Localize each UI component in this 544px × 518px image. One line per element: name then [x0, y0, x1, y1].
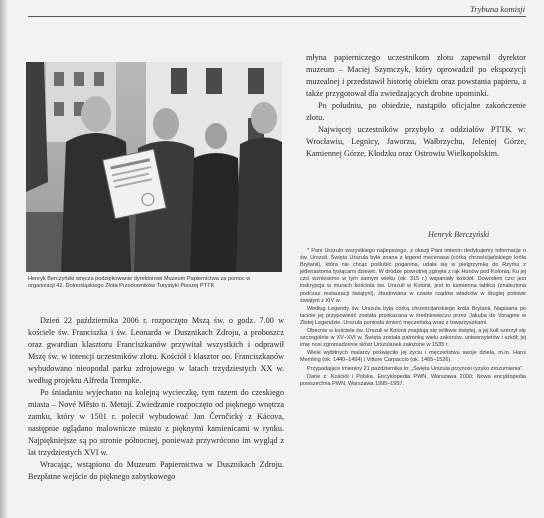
footnote	[300, 248, 526, 389]
right-column	[306, 52, 526, 160]
running-head: Trybuna komisji	[470, 4, 526, 14]
group-photo-icon	[26, 62, 282, 272]
header-rule	[28, 16, 526, 17]
paragraph: Najwięcej uczestników przybyło z oddziałów PTTK w: Wrocławiu, Legnicy, Jaworzu, Wałbrzychu, Jeleniej Górze, Kamiennej Górze, Kłodzku oraz Ostrowiu Wielkopolskim.	[306, 125, 526, 158]
paragraph: młyna papierniczego uczestnikom złotu zapewnił dyrektor muzeum – Maciej Szymczyk, który oprowadził po ekspozycji muzealnej i przedstawił historię obiektu oraz powstania papieru, a także przygotował dla zwiedzających drobne upominki.	[306, 53, 526, 98]
binding-shadow	[0, 0, 8, 518]
footnote-paragraph: Obecnie w kościele św. Urszuli w Kolonii znajdują się relikwie świętej, a jej kult szerzył się szczególnie w XV–XVI w. Święta została patronką wielu zakonów, uniwersytetów i szkół; jej imię nosi zgromadzenie sióstr Urszulanek założone w 1535 r.	[300, 328, 526, 349]
footnote-paragraph: Dane z: Kościół i Polska. Encyklopedia PWN, Warszawa 2000; Nowa encyklopedia powszechna PWN, Warszawa 1995–1997.	[300, 373, 526, 387]
photo-caption: Henryk Berczyński wręcza podziękowanie dyrektorowi Muzeum Papiernictwa za pomoc w organizacji 42. Dolnośląskiego Złota Przodowników Turystyki Pieszej PTTK	[28, 276, 251, 289]
paragraph: Dzień 22 października 2006 r. rozpoczęto Mszą św. o godz. 7.00 w kościele św. Franciszka i św. Leonarda w Dusznikach Zdroju, a proboszcz oraz gwardian klasztoru Franciszkanów przywitał wszystkich i odprawił Mszę św. w intencji uczestników złotu. Kościół i klasztor oo. Franciszkanów wybudowano nieopodal parku zdrojowego w latach trzydziestych XX w. według projektu Alfreda Trempke.	[28, 316, 284, 385]
footnote-paragraph: Według Legendy św. Urszula była córką chrześcijańskiego króla Brytanii. Napisana po łacinie jej przypowieść została przekazana w średniowieczu przez Jakuba de Voragine w Złotej Legendzie. Urszula poniosła śmierć męczeńską wraz z towarzyszkami.	[300, 305, 526, 326]
footnote-paragraph: * Pani Urszulo wszystkiego najlepszego, z okazji Pani imienin dedykujemy informacje o św. Urszuli. Święta Urszula była znana z legend mecenasa (córką chrześcijańskiego króla Brytanii), która nie chcąc poślubić poganina, udała się w pielgrzymkę do Rzymu z jedenastoma tysiącami dziewic. W drodze powrotnej zginęła z rąk Hunów pod Kolonią. Ku jej czci wzniesiono w tym samym wieku (ok. 315 r.) wspaniały kościół. Dowodem czci jest inskrypcja w murach kościoła św. Urszuli w Kolonii, jest to kamienna tablica (znaleziona podczas restauracji świątyni), zbudowana w czasie rządów władców w drugiej połowie świątyni z XIV w.	[300, 248, 526, 304]
paragraph: Po południu, po obiedzie, nastąpiło oficjalne zakończenie złotu.	[306, 101, 526, 122]
author-signature: Henryk Berczyński	[428, 230, 490, 239]
paragraph: Po śniadaniu wyjechano na kolejną wycieczkę, tym razem do czeskiego miasta – Nové Město n. Metují. Zwiedzanie rozpoczęto od pięknego wnętrza zamku, który w 1501 r. polecił wybudować Jan Černčický z Kácova, następnie oglądano malownicze miasto z pięknymi kamienicami w rynku. Najpiękniejsze są po stronie północnej, ponieważ przywrócono im wygląd z lat trzydziestych XVI w.	[28, 388, 284, 457]
left-column	[28, 315, 284, 483]
paragraph: Wracając, wstąpiono do Muzeum Papiernictwa w Dusznikach Zdroju. Bezpłatne wejście do pięknego zabytkowego	[28, 460, 284, 481]
event-photo	[26, 62, 282, 272]
footnote-paragraph: Przypadające imieniny 21 października to: „Święta Urszula przynosi ryzyko zrozumienia”.	[307, 365, 524, 372]
footnote-paragraph: Wiele wybitnych malarzy poświęciło jej życiu i męczeństwu swoje dzieła, m.in. Hans Memling (ok. 1440–1494) i Vittore Carpaccio (ok. 1465–1526).	[300, 350, 526, 364]
